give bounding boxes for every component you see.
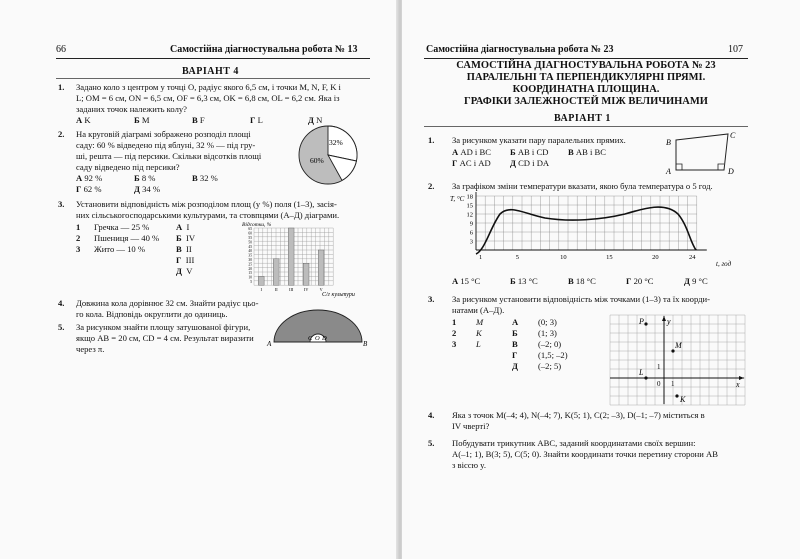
x-tick-label: V	[319, 287, 323, 293]
label-k: K	[680, 395, 686, 404]
match-item: Гречка — 25 %	[94, 222, 150, 232]
page-number-right: 107	[728, 44, 743, 55]
y-tick-label: 5	[250, 280, 252, 284]
y-tick-label: 35	[248, 253, 252, 258]
question-number: 1.	[58, 82, 65, 92]
question-text-line: За графіком зміни температури вказати, якою була температура о 5 год.	[452, 181, 713, 191]
question-number: 4.	[58, 298, 65, 308]
header-rule-right	[424, 58, 748, 59]
answer-option: Д CD і DA	[510, 158, 550, 168]
answer-option: В F	[192, 115, 205, 125]
question-text-line: Установити відповідність між розподілом площ (у %) поля (1–3), засія-	[76, 199, 337, 209]
answer-option: А AD і BC	[452, 147, 491, 157]
answer-option: Г L	[250, 115, 263, 125]
match-key: Г	[512, 350, 518, 360]
label-x: x	[736, 380, 740, 389]
x-tick-label: 20	[652, 254, 659, 261]
question-text-line: Задано коло з центром у точці O, радіус якого 6,5 см, і точки M, N, F, K і	[76, 82, 341, 92]
running-header-left: Самостійна діагностувальна робота № 13	[170, 44, 358, 55]
y-tick-label: 12	[466, 211, 473, 219]
bar-chart-ylabel: Відсотки, %	[242, 222, 272, 228]
match-key: В	[512, 339, 518, 349]
pie-chart	[296, 123, 360, 187]
match-key: Б	[512, 328, 518, 338]
label-origin: 0	[657, 380, 661, 388]
question-text-line: Яка з точок M(–4; 4), N(–4; 7), K(5; 1), C(2; –3), D(–1; –7) міститься в	[452, 410, 705, 420]
answer-option: Д N	[308, 115, 323, 125]
title-line: КООРДИНАТНА ПЛОЩИНА.	[512, 84, 660, 95]
match-coord: (–2; 5)	[538, 361, 562, 371]
question-text-line: через π.	[76, 344, 105, 354]
column-option: Б IV	[176, 233, 196, 243]
match-item-num: 3	[452, 339, 457, 349]
answer-option: А 15 °C	[452, 276, 481, 286]
match-coord: (1; 3)	[538, 328, 557, 338]
point-p	[644, 322, 647, 325]
right-angle-a	[676, 164, 682, 170]
match-key: Д	[512, 361, 518, 371]
question-text-line: За рисунком знайти площу затушованої фігури,	[76, 322, 251, 332]
running-header-right: Самостійна діагностувальна робота № 23	[426, 44, 614, 55]
answer-option: Г AC і AD	[452, 158, 491, 168]
label-y: y	[667, 317, 671, 326]
question-text-line: ші, решта — під персики. Скільки відсотків площі	[76, 151, 262, 161]
label-b: B	[363, 340, 368, 348]
match-point: M	[476, 317, 484, 327]
question-number: 1.	[428, 135, 435, 145]
temp-chart-ylabel: T, °C	[450, 195, 465, 203]
match-key: А	[512, 317, 519, 327]
quadrilateral-abcd	[676, 134, 728, 170]
question-text-line: Довжина кола дорівнює 32 см. Знайти радіус цьо-	[76, 298, 259, 308]
column-option: Д V	[176, 266, 193, 276]
answer-option: Г 20 °C	[626, 276, 654, 286]
label-a: A	[666, 167, 671, 176]
column-option: В II	[176, 244, 192, 254]
x-tick-label: I	[260, 287, 262, 293]
match-item-num: 2	[452, 328, 457, 338]
answer-option: Г 62 %	[76, 184, 102, 194]
header-rule-left	[56, 58, 370, 59]
answer-option: Б M	[134, 115, 150, 125]
right-angle-d	[718, 164, 724, 170]
bar	[288, 228, 294, 285]
temperature-chart	[450, 192, 740, 272]
label-m: M	[675, 341, 682, 350]
label-a: A	[267, 340, 272, 348]
y-tick-label: 25	[248, 262, 252, 267]
label-l: L	[639, 368, 644, 377]
question-text-line: з віссю y.	[452, 460, 487, 470]
label-one-x: 1	[671, 380, 675, 388]
quadrilateral-figure	[662, 124, 748, 176]
match-coord: (0; 3)	[538, 317, 557, 327]
point-l	[644, 376, 647, 379]
variant-rule-left	[56, 78, 370, 79]
question-number: 2.	[428, 181, 435, 191]
answer-option: В 32 %	[192, 173, 218, 183]
right-page	[402, 0, 800, 559]
match-coord: (–2; 0)	[538, 339, 562, 349]
x-tick-label: 5	[515, 254, 520, 261]
variant-title-right: ВАРІАНТ 1	[554, 113, 611, 124]
temp-chart-xlabel: t, год	[716, 260, 732, 268]
question-text-line: го кола. Відповідь округлити до одиниць.	[76, 309, 228, 319]
question-text-line: L; OM = 6 см, ON = 6,5 см, OF = 6,3 см, OK = 6,8 см, OL = 6,2 см. Яка із	[76, 93, 340, 103]
answer-option: Б AB і CD	[510, 147, 549, 157]
bar-chart-xlabel: С/г культури	[322, 292, 355, 298]
semicircle-figure	[266, 306, 370, 350]
y-tick-label: 10	[248, 275, 252, 280]
y-tick-label: 55	[248, 236, 252, 240]
question-number: 2.	[58, 129, 65, 139]
x-tick-label: 1	[478, 254, 483, 261]
match-item: Жито — 10 %	[94, 244, 146, 254]
column-option: А I	[176, 222, 190, 232]
y-tick-label: 9	[469, 220, 473, 228]
match-item: Пшениця — 40 %	[94, 233, 160, 243]
match-coord: (1,5; –2)	[538, 350, 568, 360]
label-d: D	[728, 167, 734, 176]
answer-option: Б 13 °C	[510, 276, 538, 286]
match-item-num: 3	[76, 244, 81, 254]
bar	[258, 276, 264, 285]
x-tick-label: III	[289, 287, 294, 293]
y-tick-label: 6	[469, 229, 473, 237]
coordinate-grid	[606, 312, 748, 406]
left-page	[0, 0, 398, 559]
answer-option: Д 34 %	[134, 184, 160, 194]
question-text-line: саду: 60 % відведено під яблуні, 32 % — під гру-	[76, 140, 256, 150]
column-option: Г III	[176, 255, 195, 265]
work-title	[424, 60, 748, 108]
question-text-line: саду відведено під персики?	[76, 162, 180, 172]
answer-option: А K	[76, 115, 91, 125]
x-tick-label: 15	[606, 254, 613, 261]
title-line: САМОСТІЙНА ДІАГНОСТУВАЛЬНА РОБОТА № 23	[456, 60, 716, 71]
bar	[273, 259, 279, 285]
question-text-line: заданих точок належить колу?	[76, 104, 187, 114]
x-axis-arrow	[739, 376, 744, 380]
match-point: L	[476, 339, 481, 349]
answer-option: Д 9 °C	[684, 276, 708, 286]
question-text-line: A(–1; 1), B(3; 5), C(5; 0). Знайти координати точки перетину сторони AB	[452, 449, 718, 459]
question-text-line: На круговій діаграмі зображено розподіл площі	[76, 129, 251, 139]
answer-option: А 92 %	[76, 173, 103, 183]
label-o: O	[315, 335, 320, 342]
title-line: ГРАФІКИ ЗАЛЕЖНОСТЕЙ МІЖ ВЕЛИЧИНАМИ	[464, 96, 708, 107]
question-number: 5.	[58, 322, 65, 332]
label-b: B	[666, 138, 671, 147]
question-text-line: якщо AB = 20 см, CD = 4 см. Результат виразити	[76, 333, 254, 343]
label-c: C	[308, 335, 313, 342]
answer-option: Б 8 %	[134, 173, 156, 183]
y-tick-label: 20	[248, 266, 252, 271]
y-tick-label: 40	[248, 249, 252, 254]
question-number: 4.	[428, 410, 435, 420]
y-tick-label: 65	[248, 227, 252, 232]
y-tick-label: 15	[466, 202, 473, 210]
answer-option: В 18 °C	[568, 276, 596, 286]
question-text-line: них сільськогосподарськими культурами, та стовпцями (А–Д) діаграми.	[76, 210, 340, 220]
x-tick-label: IV	[303, 287, 309, 293]
variant-title-left: ВАРІАНТ 4	[182, 66, 239, 77]
match-item-num: 2	[76, 233, 81, 243]
label-p: P	[639, 317, 644, 326]
y-axis-arrow	[662, 316, 666, 321]
y-tick-label: 30	[248, 258, 252, 262]
y-tick-label: 18	[466, 193, 473, 201]
match-item-num: 1	[76, 222, 81, 232]
point-k	[675, 394, 678, 397]
label-one-y: 1	[657, 363, 661, 371]
question-text-line: За рисунком установити відповідність між точками (1–3) та їх коорди-	[452, 294, 710, 304]
y-tick-label: 15	[248, 271, 252, 276]
y-tick-label: 60	[248, 231, 252, 236]
question-number: 5.	[428, 438, 435, 448]
match-point: K	[476, 328, 482, 338]
question-number: 3.	[58, 199, 65, 209]
title-line: ПАРАЛЕЛЬНІ ТА ПЕРПЕНДИКУЛЯРНІ ПРЯМІ.	[466, 72, 706, 83]
page-number-left: 66	[56, 44, 66, 55]
x-tick-label: 24	[688, 254, 696, 261]
label-d: D	[322, 335, 327, 342]
answer-option: В AB і BC	[568, 147, 606, 157]
pie-label-apples: 60%	[310, 156, 324, 165]
y-tick-label: 3	[469, 238, 473, 246]
bar	[303, 263, 309, 285]
pie-label-pears: 32%	[329, 138, 343, 147]
x-tick-label: 10	[560, 254, 567, 261]
bar	[318, 250, 324, 285]
y-tick-label: 45	[248, 244, 252, 249]
question-number: 3.	[428, 294, 435, 304]
question-text-line: За рисунком указати пару паралельних прямих.	[452, 135, 626, 145]
y-tick-label: 50	[248, 240, 252, 245]
label-c: C	[730, 131, 736, 140]
question-text-line: Побудувати трикутник ABC, заданий координатами своїх вершин:	[452, 438, 696, 448]
match-item-num: 1	[452, 317, 457, 327]
question-text-line: натами (А–Д).	[452, 305, 505, 315]
question-text-line: IV чверті?	[452, 421, 490, 431]
x-tick-label: II	[274, 287, 278, 293]
bar-chart	[228, 218, 373, 300]
